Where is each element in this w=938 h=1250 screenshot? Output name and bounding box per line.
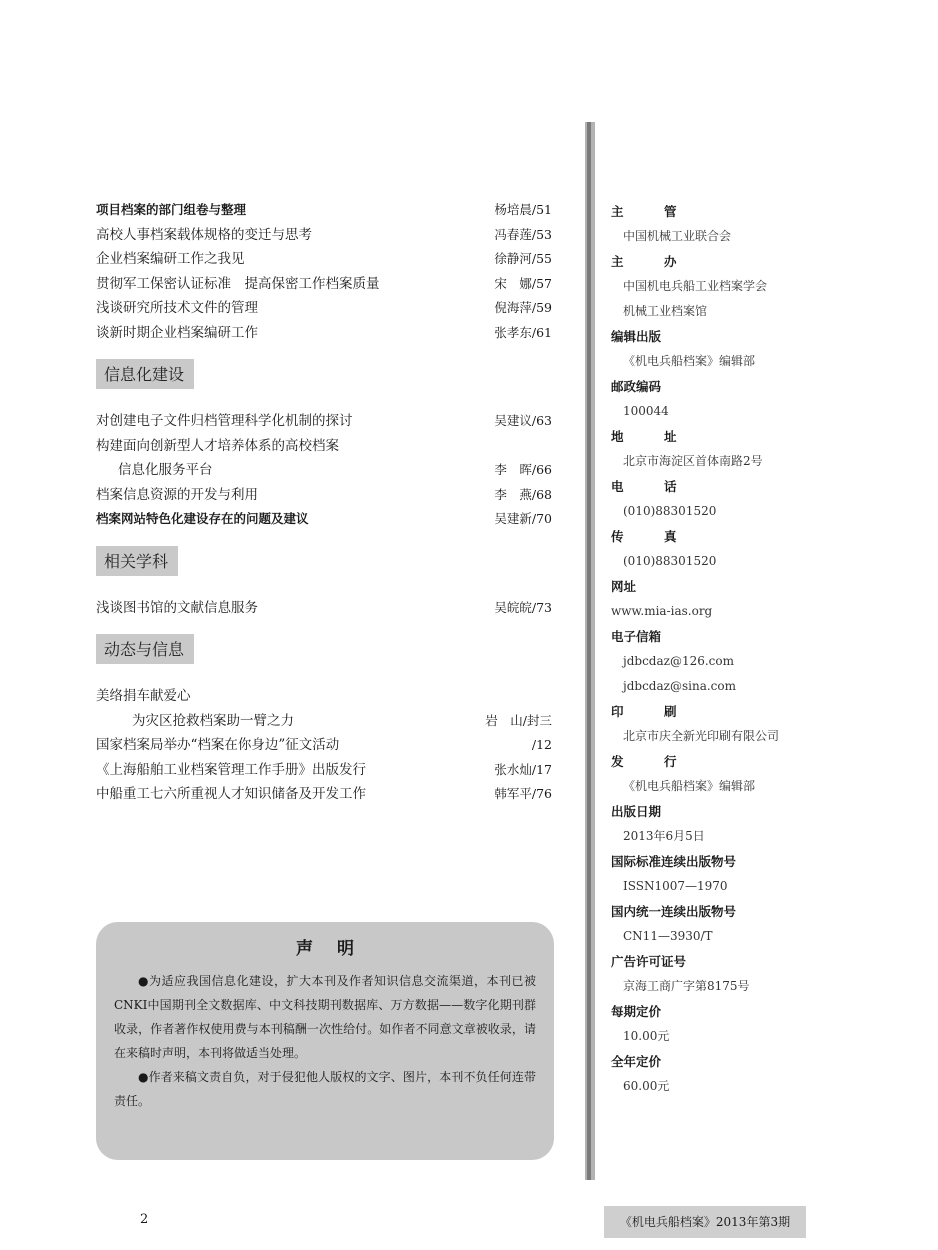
masthead xyxy=(611,199,911,1099)
toc-entry-author-page: 韩军平/76 xyxy=(494,786,552,801)
column-divider-line xyxy=(587,122,591,1180)
toc-entry-title: 美络捐车献爱心 xyxy=(96,688,191,704)
toc-entry-author-page: 李 晖/66 xyxy=(494,462,552,477)
section-heading-related-disciplines: 相关学科 xyxy=(96,546,178,576)
section-heading-news: 动态与信息 xyxy=(96,634,194,664)
toc-entry-title: 贯彻军工保密认证标准 提高保密工作档案质量 xyxy=(96,275,380,292)
toc-entry-title: 中船重工七六所重视人才知识储备及开发工作 xyxy=(96,786,366,802)
toc-entry-author-page: 宋 娜/57 xyxy=(494,275,552,291)
toc-entry-author-page: 李 燕/68 xyxy=(494,486,552,502)
masthead-label: 电 话 xyxy=(611,479,691,494)
toc-entry xyxy=(96,223,552,248)
masthead-label: 国际标准连续出版物号 xyxy=(611,854,737,869)
toc-entry xyxy=(96,684,552,709)
masthead-value: CN11—3930/T xyxy=(623,929,713,943)
masthead-value: 60.00元 xyxy=(623,1079,670,1093)
table-of-contents xyxy=(96,198,552,807)
masthead-label: 广告许可证号 xyxy=(611,954,687,969)
masthead-value: jdbcdaz@sina.com xyxy=(623,679,736,693)
toc-entry xyxy=(96,507,552,532)
toc-entry-author-page: /12 xyxy=(531,737,552,752)
toc-entry-author-page: 岩 山/封三 xyxy=(485,712,552,728)
masthead-value: 机械工业档案馆 xyxy=(623,304,708,318)
masthead-value: (010)88301520 xyxy=(623,504,717,518)
masthead-label: 网址 xyxy=(611,579,637,594)
masthead-label: 主 办 xyxy=(611,254,691,269)
toc-entry-author-page: 吴建新/70 xyxy=(494,511,552,526)
toc-entry-title: 档案信息资源的开发与利用 xyxy=(96,486,258,503)
masthead-label: 国内统一连续出版物号 xyxy=(611,904,737,919)
statement-title: 声明 xyxy=(296,939,378,959)
toc-entry xyxy=(96,321,552,346)
toc-entry-title: 为灾区抢救档案助一臂之力 xyxy=(132,712,294,729)
masthead-value: 10.00元 xyxy=(623,1029,670,1043)
masthead-value: 京海工商广字第8175号 xyxy=(623,979,750,993)
toc-entry-title: 谈新时期企业档案编研工作 xyxy=(96,324,258,341)
toc-entry-author-page: 杨培晨/51 xyxy=(494,202,552,217)
toc-entry xyxy=(96,272,552,297)
toc-entry-title: 《上海船舶工业档案管理工作手册》出版发行 xyxy=(96,761,366,778)
toc-entry xyxy=(96,709,552,734)
statement-paragraph: ●作者来稿文责自负，对于侵犯他人版权的文字、图片，本刊不负任何连带责任。 xyxy=(114,1070,536,1108)
masthead-label: 编辑出版 xyxy=(611,329,662,344)
masthead-label: 出版日期 xyxy=(611,804,662,819)
masthead-value: jdbcdaz@126.com xyxy=(623,654,735,668)
toc-entry xyxy=(96,733,552,758)
masthead-value: 《机电兵船档案》编辑部 xyxy=(623,779,756,793)
toc-entry-title: 高校人事档案载体规格的变迁与思考 xyxy=(96,226,312,243)
masthead-value: 中国机械工业联合会 xyxy=(623,229,732,243)
toc-entry-author-page: 吴皖皖/73 xyxy=(494,599,552,615)
masthead-value: 《机电兵船档案》编辑部 xyxy=(623,354,756,368)
toc-entry-title: 国家档案局举办“档案在你身边”征文活动 xyxy=(96,737,340,753)
toc-entry-title: 项目档案的部门组卷与整理 xyxy=(96,202,247,217)
issue-label: 《机电兵船档案》2013年第3期 xyxy=(604,1206,806,1238)
toc-entry-author-page: 倪海萍/59 xyxy=(494,300,552,315)
toc-entry-author-page: 张水灿/17 xyxy=(494,761,552,777)
masthead-value: 2013年6月5日 xyxy=(623,829,705,843)
statement-paragraph: ●为适应我国信息化建设，扩大本刊及作者知识信息交流渠道，本刊已被CNKI中国期刊全文数据库、中文科技期刊数据库、万方数据——数字化期刊群收录，作者著作权使用费与本刊稿酬一次性给付。如作者不同意文章被收录，请在来稿时声明，本刊将做适当处理。 xyxy=(114,974,536,1060)
toc-entry xyxy=(96,434,552,459)
toc-entry-author-page: 冯春莲/53 xyxy=(494,226,552,242)
masthead-value: ISSN1007—1970 xyxy=(623,879,728,893)
toc-entry-title: 构建面向创新型人才培养体系的高校档案 xyxy=(96,437,339,454)
masthead-label: 全年定价 xyxy=(611,1054,662,1069)
toc-entry xyxy=(96,758,552,783)
masthead-label: 每期定价 xyxy=(611,1004,662,1019)
masthead-label: 地 址 xyxy=(611,429,691,444)
toc-entry xyxy=(96,198,552,223)
toc-entry-author-page: 徐静河/55 xyxy=(494,251,552,266)
toc-entry xyxy=(96,458,552,483)
toc-entry-title: 档案网站特色化建设存在的问题及建议 xyxy=(96,511,309,526)
toc-entry-title: 浅谈研究所技术文件的管理 xyxy=(96,300,258,316)
masthead-value: www.mia-ias.org xyxy=(611,604,713,618)
toc-entry xyxy=(96,409,552,434)
masthead-label: 电子信箱 xyxy=(611,629,662,644)
masthead-value: 北京市庆全新光印刷有限公司 xyxy=(623,729,780,743)
masthead-value: 北京市海淀区首体南路2号 xyxy=(623,454,763,468)
toc-entry xyxy=(96,596,552,621)
masthead-label: 印 刷 xyxy=(611,704,691,719)
toc-entry xyxy=(96,483,552,508)
masthead-value: (010)88301520 xyxy=(623,554,717,568)
masthead-label: 传 真 xyxy=(611,529,691,544)
toc-entry-author-page: 张孝东/61 xyxy=(494,324,552,340)
toc-entry-title: 浅谈图书馆的文献信息服务 xyxy=(96,599,258,616)
toc-entry-title: 对创建电子文件归档管理科学化机制的探讨 xyxy=(96,413,353,429)
masthead-label: 主 管 xyxy=(611,204,691,219)
toc-entry xyxy=(96,296,552,321)
toc-group-archives xyxy=(96,198,552,345)
masthead-value: 中国机电兵船工业档案学会 xyxy=(623,279,768,293)
toc-entry xyxy=(96,782,552,807)
toc-group-informatization xyxy=(96,409,552,532)
toc-entry-title: 信息化服务平台 xyxy=(118,462,213,478)
toc-group-news xyxy=(96,684,552,807)
section-heading-informatization: 信息化建设 xyxy=(96,359,194,389)
toc-entry xyxy=(96,247,552,272)
toc-entry-author-page: 吴建议/63 xyxy=(494,413,552,428)
page-number: 2 xyxy=(140,1212,149,1227)
toc-group-related-disciplines xyxy=(96,596,552,621)
masthead-label: 邮政编码 xyxy=(611,379,662,394)
toc-entry-title: 企业档案编研工作之我见 xyxy=(96,251,245,267)
masthead-label: 发 行 xyxy=(611,754,691,769)
masthead-value: 100044 xyxy=(623,404,669,418)
statement-box xyxy=(96,922,554,1160)
